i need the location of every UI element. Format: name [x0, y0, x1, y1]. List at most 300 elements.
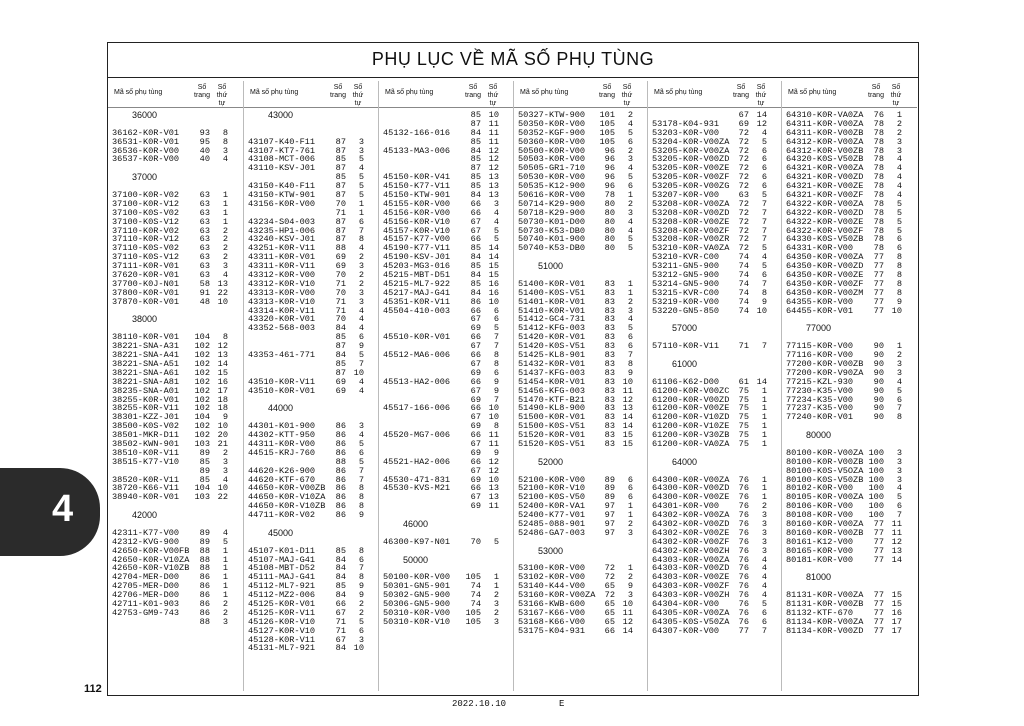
index-ref: 2 [761, 501, 767, 512]
part-number: 53168-K66-V00 [518, 616, 586, 627]
index-ref: 4 [493, 216, 499, 227]
page-ref: 84 [335, 563, 346, 574]
header-page: Số trang [194, 84, 210, 99]
section-heading [108, 111, 243, 120]
part-number: 36536-K0R-V00 [112, 145, 180, 156]
index-ref: 18 [217, 403, 228, 414]
page-ref: 86 [335, 501, 346, 512]
page-ref: 96 [604, 163, 615, 174]
section-code: 38000 [132, 314, 158, 325]
part-number: 52100-K0R-V00 [518, 474, 586, 485]
table-row [782, 556, 917, 565]
index-ref: 4 [493, 207, 499, 218]
page-ref: 84 [335, 643, 346, 654]
index-ref: 3 [222, 456, 228, 467]
page-ref: 83 [604, 376, 615, 387]
part-number: 43311-K0R-V11 [248, 261, 316, 272]
footer-date: 2022.10.10 [452, 699, 507, 709]
index-ref: 1 [222, 545, 228, 556]
part-number: 45127-K0R-V10 [248, 625, 316, 636]
page-ref: 105 [465, 572, 481, 583]
page-ref: 85 [470, 172, 481, 183]
table-row [379, 413, 513, 422]
page-ref: 74 [470, 590, 481, 601]
index-ref: 6 [358, 216, 364, 227]
table-row [379, 378, 513, 387]
page-ref: 66 [470, 456, 481, 467]
page-ref: 96 [604, 154, 615, 165]
part-number: 45125-K0R-V11 [248, 607, 316, 618]
index-ref: 9 [358, 510, 364, 521]
page-ref: 58 [199, 278, 210, 289]
table-row [244, 200, 378, 209]
table-row [379, 502, 513, 511]
page-ref: 77 [738, 625, 749, 636]
index-ref: 12 [756, 118, 767, 129]
index-ref: 12 [488, 145, 499, 156]
index-ref: 1 [896, 110, 902, 120]
page-ref: 83 [604, 438, 615, 449]
index-ref: 1 [222, 207, 228, 218]
part-number: 51490-KL8-900 [518, 403, 586, 414]
page-ref: 83 [604, 350, 615, 361]
index-ref: 5 [358, 172, 364, 183]
table-row [782, 307, 917, 316]
part-number: 64304-K0R-V00 [652, 598, 720, 609]
page-ref: 103 [194, 438, 210, 449]
index-ref: 9 [627, 581, 633, 592]
part-number: 77115-K0R-V00 [786, 341, 854, 352]
part-number: 45521-HA2-006 [383, 456, 451, 467]
page-ref: 88 [199, 563, 210, 574]
index-ref: 5 [761, 136, 767, 147]
page-ref: 83 [604, 305, 615, 316]
index-ref: 5 [896, 207, 902, 218]
page-ref: 88 [199, 554, 210, 565]
index-ref: 9 [358, 581, 364, 592]
section-code: 44000 [268, 403, 294, 414]
part-number: 51432-K0R-V01 [518, 358, 586, 369]
part-number: 37100-K0R-V02 [112, 190, 180, 201]
part-number: 45215-MBT-D51 [383, 270, 451, 281]
index-ref: 14 [488, 243, 499, 254]
part-number: 61106-K62-D00 [652, 376, 720, 387]
page-ref: 90 [873, 403, 884, 414]
page-ref: 67 [470, 216, 481, 227]
index-ref: 1 [761, 412, 767, 423]
index-ref: 1 [761, 430, 767, 441]
section-code: 51000 [538, 261, 564, 272]
index-ref: 1 [627, 287, 633, 298]
index-ref: 5 [358, 456, 364, 467]
part-number: 44515-KRJ-760 [248, 447, 316, 458]
page-ref: 83 [604, 358, 615, 369]
header-part-number: Mã số phụ tùng [788, 89, 837, 96]
page-ref: 80 [604, 207, 615, 218]
index-ref: 1 [493, 572, 499, 583]
part-number: 80100-K0R-V00ZA [786, 447, 864, 458]
part-number: 50530-K0R-V00 [518, 172, 586, 183]
index-ref: 4 [896, 172, 902, 183]
index-ref: 20 [217, 430, 228, 441]
index-ref: 10 [488, 474, 499, 485]
page-ref: 70 [335, 270, 346, 281]
part-number: 38221-SNA-A31 [112, 341, 180, 352]
index-column-3 [378, 81, 513, 691]
page-ref: 97 [604, 527, 615, 538]
part-number: 44650-K0R-V00ZB [248, 483, 326, 494]
section-heading [108, 511, 243, 520]
part-number: 43251-K0R-V11 [248, 243, 316, 254]
index-ref: 10 [217, 483, 228, 494]
index-ref: 3 [896, 447, 902, 458]
page-ref: 100 [868, 456, 884, 467]
page-ref: 74 [738, 261, 749, 272]
part-number: 53140-K44-V00 [518, 581, 586, 592]
page-ref: 105 [465, 607, 481, 618]
index-ref: 5 [627, 172, 633, 183]
page-ref: 78 [873, 216, 884, 227]
index-ref: 4 [761, 563, 767, 574]
page-ref: 84 [470, 252, 481, 263]
page-ref: 85 [470, 181, 481, 192]
index-ref: 1 [896, 341, 902, 352]
index-ref: 4 [222, 474, 228, 485]
index-ref: 6 [627, 181, 633, 192]
page-ref: 87 [335, 145, 346, 156]
table-row [108, 618, 243, 627]
page-ref: 86 [199, 581, 210, 592]
index-ref: 3 [627, 305, 633, 316]
index-ref: 3 [896, 358, 902, 369]
index-ref: 3 [896, 145, 902, 156]
header-page: Số trang [599, 84, 615, 99]
table-row [244, 351, 378, 360]
page-ref: 85 [335, 358, 346, 369]
page-ref: 86 [335, 465, 346, 476]
part-number: 51400-K0S-V51 [518, 287, 586, 298]
index-ref: 8 [896, 270, 902, 281]
page-ref: 74 [738, 287, 749, 298]
index-ref: 6 [627, 136, 633, 147]
index-ref: 2 [358, 607, 364, 618]
part-number: 64330-K0S-V50ZB [786, 234, 864, 245]
index-ref: 2 [896, 350, 902, 361]
part-number: 38501-MKR-D11 [112, 430, 180, 441]
page-ref: 89 [604, 492, 615, 503]
part-number: 42711-K01-903 [112, 598, 180, 609]
page-ref: 85 [470, 278, 481, 289]
index-ref: 10 [622, 376, 633, 387]
part-number: 64302-K0R-V00ZD [652, 518, 730, 529]
page-ref: 100 [868, 510, 884, 521]
part-number: 45150-K0R-V41 [383, 172, 451, 183]
index-ref: 13 [488, 492, 499, 503]
part-number: 50505-GR1-710 [518, 163, 586, 174]
part-number: 37800-K0R-V01 [112, 287, 180, 298]
index-ref: 6 [493, 367, 499, 378]
part-number: 53203-K0R-V00 [652, 127, 720, 138]
index-ref: 8 [358, 492, 364, 503]
index-ref: 10 [488, 110, 499, 120]
part-number: 38221-SNA-A81 [112, 376, 180, 387]
part-number: 50740-K53-DB0 [518, 243, 586, 254]
index-ref: 5 [761, 598, 767, 609]
spacer-row [782, 564, 917, 573]
index-ref: 8 [222, 136, 228, 147]
header-index: Số thứ tự [487, 84, 499, 107]
index-ref: 5 [627, 243, 633, 254]
page-ref: 66 [604, 625, 615, 636]
page-ref: 72 [738, 198, 749, 209]
index-ref: 6 [761, 163, 767, 174]
page-ref: 69 [335, 261, 346, 272]
index-ref: 6 [896, 394, 902, 405]
index-ref: 9 [493, 376, 499, 387]
page-ref: 69 [470, 394, 481, 405]
index-column-4 [513, 81, 647, 691]
section-code: 42000 [132, 510, 158, 521]
page-ref: 102 [194, 394, 210, 405]
part-number: 45150-KTW-901 [383, 190, 451, 201]
index-ref: 4 [222, 270, 228, 281]
page-ref: 48 [199, 296, 210, 307]
page-ref: 89 [604, 483, 615, 494]
part-number: 64311-K0R-V00ZA [786, 118, 864, 129]
page-ref: 83 [604, 314, 615, 325]
part-number: 53205-K0R-V00ZA [652, 145, 730, 156]
page-ref: 65 [604, 607, 615, 618]
part-number: 44301-K01-900 [248, 421, 316, 432]
page-ref: 87 [335, 163, 346, 174]
index-ref: 6 [358, 625, 364, 636]
index-ref: 6 [761, 172, 767, 183]
page-ref: 63 [199, 198, 210, 209]
page-ref: 100 [868, 501, 884, 512]
index-ref: 7 [761, 234, 767, 245]
part-number: 61200-K0R-V00ZC [652, 385, 730, 396]
page-ref: 66 [470, 332, 481, 343]
part-number: 38510-K0R-V11 [112, 447, 180, 458]
part-number: 51401-K0R-V01 [518, 296, 586, 307]
part-number: 80100-K0S-V5OZA [786, 465, 864, 476]
header-page: Số trang [868, 84, 884, 99]
part-number: 53208-K0R-V00ZA [652, 198, 730, 209]
page-ref: 85 [199, 474, 210, 485]
part-number: 50535-K12-900 [518, 181, 586, 192]
index-ref: 6 [358, 554, 364, 565]
index-ref: 1 [222, 554, 228, 565]
index-column-6 [781, 81, 917, 691]
index-ref: 4 [761, 554, 767, 565]
part-number: 50310-K0R-V00 [383, 607, 451, 618]
page-ref: 77 [873, 554, 884, 565]
index-ref: 22 [217, 287, 228, 298]
part-number: 43312-K0R-V00 [248, 270, 316, 281]
index-ref: 8 [896, 252, 902, 263]
table-row [244, 387, 378, 396]
table-row [648, 342, 781, 351]
index-ref: 2 [493, 607, 499, 618]
spacer-row [379, 511, 513, 520]
section-code: 37000 [132, 172, 158, 183]
index-ref: 2 [627, 145, 633, 156]
part-number: 64455-K0R-V01 [786, 305, 854, 316]
part-number: 37870-K0R-V01 [112, 296, 180, 307]
part-number: 42706-MER-D00 [112, 590, 180, 601]
part-number: 50301-GN5-901 [383, 581, 451, 592]
row-list [648, 108, 781, 636]
part-number: 37620-K0R-V01 [112, 270, 180, 281]
part-number: 50616-K0R-V00 [518, 190, 586, 201]
page-ref: 105 [599, 127, 615, 138]
page-ref: 76 [738, 536, 749, 547]
index-ref: 6 [761, 181, 767, 192]
header-index: Số thứ tự [352, 84, 364, 107]
index-ref: 3 [358, 421, 364, 432]
index-ref: 14 [756, 376, 767, 387]
section-code: 57000 [672, 323, 698, 334]
index-ref: 4 [896, 190, 902, 201]
index-ref: 1 [761, 483, 767, 494]
part-number: 77230-K35-V00 [786, 385, 854, 396]
section-heading [782, 431, 917, 440]
page-ref: 72 [738, 243, 749, 254]
section-code: 64000 [672, 456, 698, 467]
index-ref: 15 [488, 261, 499, 272]
index-ref: 1 [493, 581, 499, 592]
index-ref: 8 [358, 545, 364, 556]
index-ref: 15 [622, 438, 633, 449]
index-ref: 6 [896, 243, 902, 254]
part-number: 38520-K0R-V11 [112, 474, 180, 485]
part-number: 53207-K0R-V00 [652, 190, 720, 201]
section-heading [648, 458, 781, 467]
index-ref: 6 [761, 607, 767, 618]
index-ref: 7 [761, 216, 767, 227]
index-ref: 11 [891, 527, 902, 538]
index-ref: 4 [358, 305, 364, 316]
index-ref: 1 [222, 190, 228, 201]
page-ref: 83 [604, 323, 615, 334]
index-ref: 3 [358, 261, 364, 272]
page-ref: 76 [738, 492, 749, 503]
part-number: 43353-461-771 [248, 350, 316, 361]
part-number: 77200-K0R-V90ZA [786, 367, 864, 378]
part-number: 51520-K0R-V01 [518, 430, 586, 441]
page-ref: 83 [604, 394, 615, 405]
index-ref: 5 [493, 323, 499, 334]
part-number: 36162-K0R-V01 [112, 127, 180, 138]
index-ref: 5 [896, 216, 902, 227]
page-ref: 105 [465, 616, 481, 627]
page-ref: 84 [470, 287, 481, 298]
page-ref: 74 [738, 305, 749, 316]
page-ref: 78 [873, 243, 884, 254]
part-number: 45530-471-831 [383, 474, 451, 485]
page-ref: 65 [604, 616, 615, 627]
part-number: 64310-K0R-VA0ZA [786, 110, 864, 120]
index-ref: 14 [217, 358, 228, 369]
page-ref: 69 [470, 447, 481, 458]
index-ref: 11 [488, 127, 499, 138]
index-ref: 4 [896, 181, 902, 192]
index-ref: 2 [222, 225, 228, 236]
part-number: 80165-K0R-V00 [786, 545, 854, 556]
part-number: 38720-K66-V11 [112, 483, 180, 494]
column-header [782, 81, 917, 108]
index-ref: 3 [761, 536, 767, 547]
page-ref: 72 [738, 216, 749, 227]
index-ref: 11 [488, 118, 499, 129]
page-ref: 88 [199, 545, 210, 556]
page-ref: 69 [470, 323, 481, 334]
page-ref: 102 [194, 367, 210, 378]
page-ref: 66 [470, 376, 481, 387]
page-ref: 90 [873, 358, 884, 369]
index-ref: 6 [493, 305, 499, 316]
index-ref: 15 [622, 430, 633, 441]
part-number: 53100-K0R-V00 [518, 563, 586, 574]
index-ref: 10 [622, 598, 633, 609]
index-ref: 4 [627, 163, 633, 174]
page-ref: 67 [470, 341, 481, 352]
part-number: 64350-K0R-V00ZE [786, 270, 864, 281]
page-ref: 101 [599, 110, 615, 120]
part-number: 38221-SNA-A61 [112, 367, 180, 378]
index-ref: 4 [358, 314, 364, 325]
page-ref: 87 [335, 190, 346, 201]
part-number: 50718-K29-900 [518, 207, 586, 218]
page-ref: 86 [335, 483, 346, 494]
page-ref: 83 [604, 403, 615, 414]
part-number: 37100-K0S-V02 [112, 207, 180, 218]
part-number: 61200-K0R-V10ZD [652, 412, 730, 423]
index-ref: 2 [222, 598, 228, 609]
part-number: 64305-K0R-V00ZA [652, 607, 730, 618]
index-ref: 10 [353, 643, 364, 654]
page-ref: 76 [738, 572, 749, 583]
page-ref: 78 [604, 190, 615, 201]
part-number: 53175-K04-931 [518, 625, 586, 636]
part-number: 81134-K0R-V00ZA [786, 616, 864, 627]
page-ref: 75 [738, 438, 749, 449]
part-number: 53220-GN5-850 [652, 305, 720, 316]
page-ref: 74 [738, 278, 749, 289]
index-ref: 6 [761, 154, 767, 165]
page-ref: 40 [199, 145, 210, 156]
part-number: 45156-K0R-V10 [383, 216, 451, 227]
index-ref: 3 [222, 261, 228, 272]
part-number: 45107-K01-D11 [248, 545, 316, 556]
part-number: 44620-K26-900 [248, 465, 316, 476]
index-ref: 8 [896, 278, 902, 289]
part-number: 43235-HP1-006 [248, 225, 316, 236]
section-code: 36000 [132, 110, 158, 120]
page-ref: 86 [199, 598, 210, 609]
page-ref: 69 [335, 376, 346, 387]
section-heading [514, 458, 647, 467]
index-ref: 13 [488, 172, 499, 183]
part-number: 50100-K0R-V00 [383, 572, 451, 583]
index-ref: 9 [222, 412, 228, 423]
part-number: 53212-GN5-900 [652, 270, 720, 281]
index-ref: 6 [493, 314, 499, 325]
page-ref: 87 [335, 216, 346, 227]
part-number: 64307-K0R-V00 [652, 625, 720, 636]
page-ref: 61 [738, 376, 749, 387]
page-ref: 77 [873, 625, 884, 636]
